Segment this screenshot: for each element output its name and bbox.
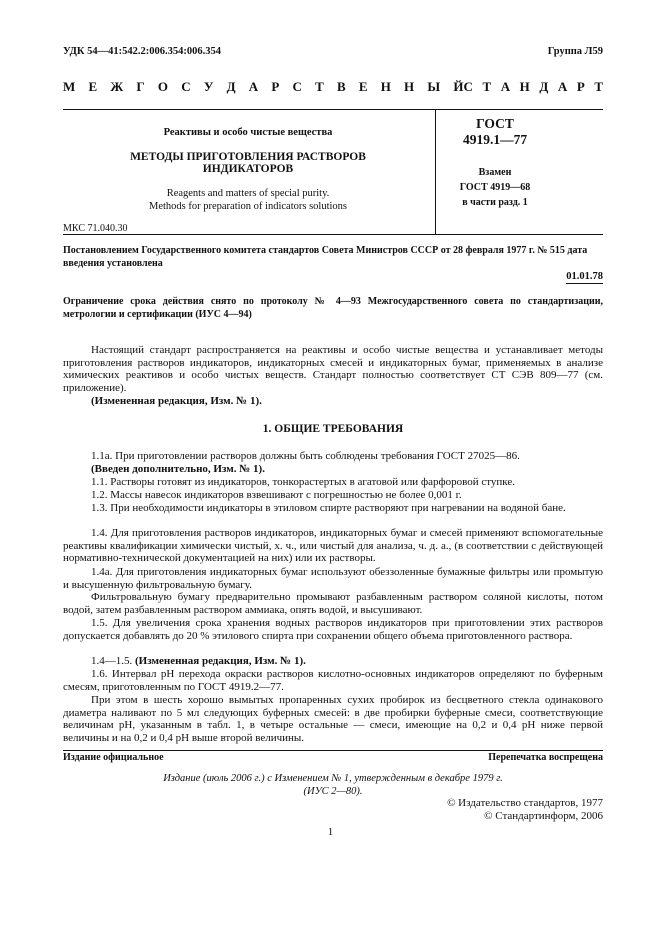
banner-letter: М xyxy=(63,79,76,94)
clause-1-1a: 1.1а. При приготовлении растворов должны быть соблюдены требования ГОСТ 27025—86. xyxy=(91,450,520,462)
banner-letter: Н xyxy=(380,79,391,94)
banner-letter: Н xyxy=(519,79,530,94)
validity-limit-note: Ограничение срока действия снято по протоколу № 4—93 Межгосударственного совета по стандартизации, метрологии и сертификации (ИУС 4—94) xyxy=(63,296,603,320)
mks-code: МКС 71.040.30 xyxy=(63,223,128,234)
intro-change-note: (Измененная редакция, Изм. № 1). xyxy=(91,395,262,407)
english-line-2: Methods for preparation of indicators solutions xyxy=(148,201,347,212)
clause-1-4a: 1.4а. Для приготовления индикаторных бумаг используют обеззоленные бумажные фильтры или промытую и высушенную фильтровальную бумагу. xyxy=(63,566,603,591)
page-number: 1 xyxy=(327,826,334,838)
copyright-2006: © Стандартинформ, 2006 xyxy=(484,810,603,822)
document-title xyxy=(63,151,433,175)
change-note: (Измененная редакция, Изм. № 1). xyxy=(135,655,306,667)
banner-letter: Р xyxy=(576,79,585,94)
banner-letter: С xyxy=(181,79,191,94)
banner-letter: С xyxy=(463,79,473,94)
banner-letter: С xyxy=(292,79,302,94)
interstate-standard-banner xyxy=(63,76,603,98)
replaces-part: в части разд. 1 xyxy=(462,197,528,208)
banner-letter: Ы xyxy=(427,79,441,94)
banner-letter: Н xyxy=(404,79,415,94)
replaces-gost: ГОСТ 4919—68 xyxy=(459,182,531,193)
edition-note xyxy=(63,772,603,798)
banner-letter: Й xyxy=(453,79,464,94)
banner-letter: Ж xyxy=(110,79,124,94)
section-heading: 1. ОБЩИЕ ТРЕБОВАНИЯ xyxy=(262,423,404,435)
reprint-prohibited: Перепечатка воспрещена xyxy=(488,752,603,763)
banner-letter: В xyxy=(336,79,346,94)
clause-1-1: 1.1. Растворы готовят из индикаторов, тонкорастертых в агатовой или фарфоровой ступке. xyxy=(91,476,515,488)
gost-designation xyxy=(440,116,550,148)
banner-letter: Е xyxy=(88,79,98,94)
clause-1-5: 1.5. Для увеличения срока хранения водных растворов индикаторов при приготовлении этих растворов допускается добавлять до 20 % этилового спирта при сохранении общего объема приготовленного раствора. xyxy=(63,617,603,642)
clause-1-6: 1.6. Интервал рН перехода окраски растворов кислотно-основных индикаторов определяют по буферным смесям, приготовленным по ГОСТ 4919.2—77. xyxy=(63,668,603,693)
banner-letter: Т xyxy=(594,79,603,94)
banner-letter: Д xyxy=(226,79,236,94)
title-bottom-rule xyxy=(63,234,603,235)
english-line-1: Reagents and matters of special purity. xyxy=(166,188,330,199)
gost-number: 4919.1—77 xyxy=(462,132,528,147)
clause-1-3: 1.3. При необходимости индикаторы в этиловом спирте растворяют при нагревании на водяной бане. xyxy=(91,502,566,514)
introduction-date: 01.01.78 xyxy=(566,271,603,282)
banner-letter: Т xyxy=(315,79,324,94)
clause-1-4-1-5-change xyxy=(63,655,603,668)
edition-line-1: Издание (июль 2006 г.) с Изменением № 1, утвержденным в декабре 1979 г. xyxy=(163,773,503,784)
official-edition: Издание официальное xyxy=(63,752,164,763)
change-range: 1.4—1.5. xyxy=(91,655,133,667)
replaces-label: Взамен xyxy=(478,167,512,178)
copyright-1977: © Издательство стандартов, 1977 xyxy=(447,797,603,809)
clause-1-1a-note: (Введен дополнительно, Изм. № 1). xyxy=(91,463,265,475)
header-top-rule xyxy=(63,109,603,110)
subject-line: Реактивы и особо чистые вещества xyxy=(163,127,333,138)
clause-1-6-procedure: При этом в шесть хорошо вымытых пропаренных сухих пробирок из бесцветного стекла одинакового диаметра наливают по 5 мл следующих буферных смесей: в две пробирки буферные смеси, соответствующие величинам рН, указанным в табл. 1, в четыре остальные — смеси, имеющие на 0,2 и 0,4 рН ниже первой величины и на 0,2 и 0,4 рН выше второй величины. xyxy=(63,694,603,744)
decree-text: Постановлением Государственного комитета стандартов Совета Министров СССР от 28 февраля 1977 г. № 515 дата введения установлена xyxy=(63,245,588,269)
footer-rule xyxy=(63,750,603,751)
banner-letter: А xyxy=(500,79,511,94)
banner-letter: Т xyxy=(482,79,492,94)
gost-label: ГОСТ xyxy=(476,116,514,131)
banner-letter: У xyxy=(203,79,214,94)
banner-letter: А xyxy=(557,79,568,94)
title-line-2: ИНДИКАТОРОВ xyxy=(202,163,294,175)
english-title xyxy=(63,187,433,213)
banner-letter: Е xyxy=(358,79,368,94)
banner-left-letters xyxy=(63,79,464,95)
udk-code: УДК 54—41:542.2:006.354:006.354 xyxy=(63,46,221,57)
clause-1-4: 1.4. Для приготовления растворов индикаторов, индикаторных бумаг и смесей применяют вспомогательные реактивы квалификации химически чистый, х. ч., или чистый для анализа, ч. д. а., (в соответствии с действующей нормативно-технической документацией на них) или их растворы. xyxy=(63,527,603,565)
clause-1-4a-washing: Фильтровальную бумагу предварительно промывают разбавленным раствором соляной кислоты, потом водой, затем разбавленным раствором аммиака, опять водой, и высушивают. xyxy=(63,591,603,616)
banner-letter: О xyxy=(157,79,169,94)
group-code: Группа Л59 xyxy=(547,46,603,57)
title-divider xyxy=(435,110,436,234)
banner-letter: Г xyxy=(136,79,145,94)
replaces-block xyxy=(440,165,550,210)
banner-letter: Р xyxy=(271,79,280,94)
banner-right-letters xyxy=(464,79,603,95)
clause-1-2: 1.2. Массы навесок индикаторов взвешивают с погрешностью не более 0,001 г. xyxy=(91,489,462,501)
edition-line-2: (ИУС 2—80). xyxy=(303,786,363,797)
intro-paragraph: Настоящий стандарт распространяется на реактивы и особо чистые вещества и устанавливает методы приготовления растворов индикаторов, индикаторных смесей и индикаторных бумаг, применяемых в анализе химических реактивов и особо чистых веществ. Стандарт полностью соответствует СТ СЭВ 809—77 (см. приложение). xyxy=(63,344,603,394)
banner-letter: Д xyxy=(539,79,549,94)
title-line-1: МЕТОДЫ ПРИГОТОВЛЕНИЯ РАСТВОРОВ xyxy=(130,151,366,163)
banner-letter: А xyxy=(248,79,259,94)
